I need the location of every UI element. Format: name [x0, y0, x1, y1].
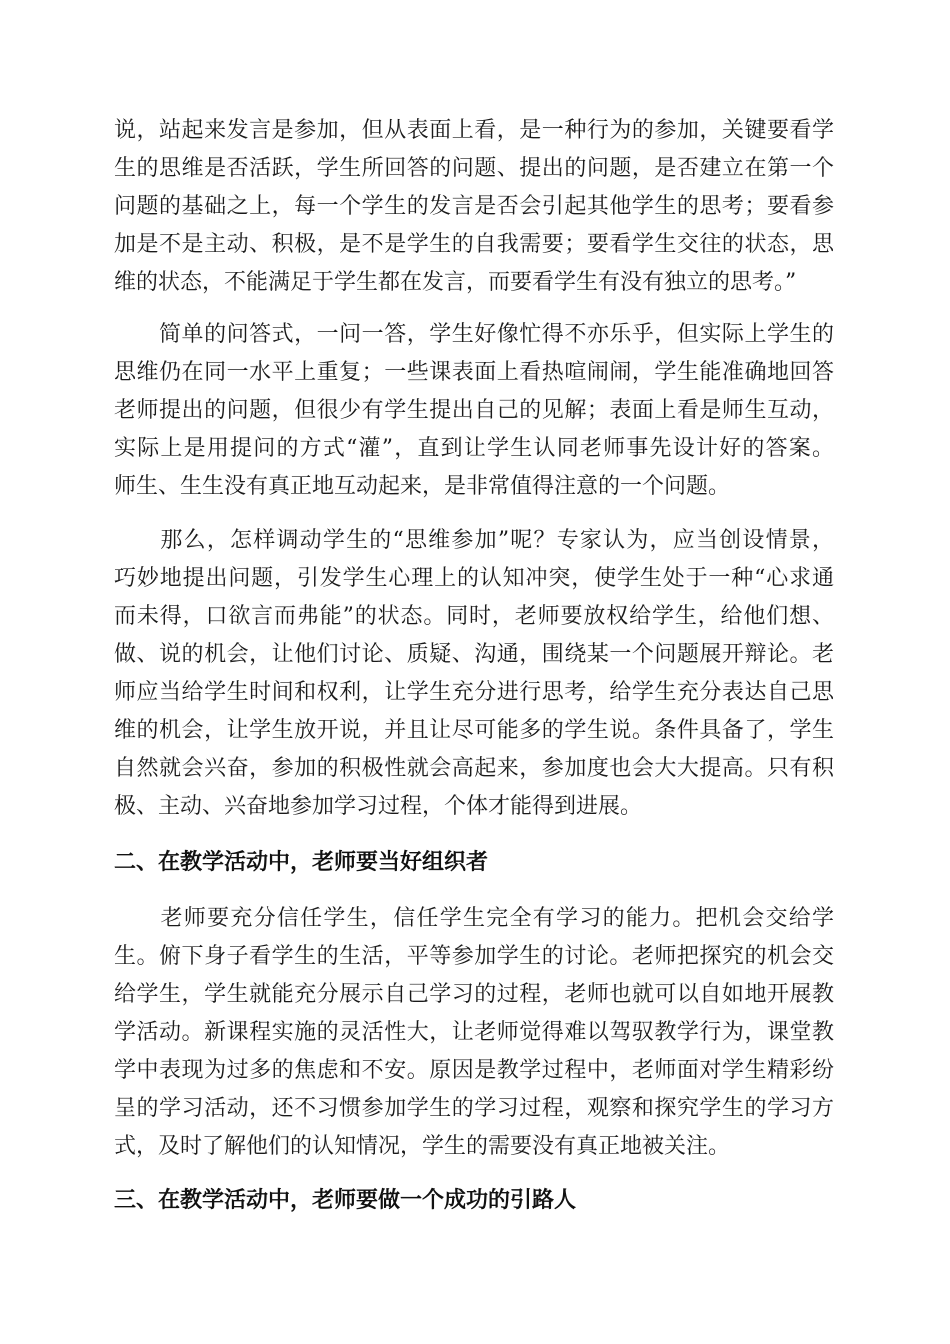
text-line: 学活动。新课程实施的灵活性大，让老师觉得难以驾驭教学行为，课堂教 — [114, 1020, 834, 1045]
text-line: 而未得，口欲言而弗能”的状态。同时，老师要放权给学生，给他们想、 — [114, 604, 834, 629]
text-line: 问题的基础之上，每一个学生的发言是否会引起其他学生的思考；要看参 — [114, 194, 834, 219]
section-heading-organizer: 二、在教学活动中，老师要当好组织者 — [114, 850, 489, 875]
paragraph-qa — [114, 316, 834, 506]
text-line: 师生、生生没有真正地互动起来，是非常值得注意的一个问题。 — [114, 474, 731, 499]
text-line: 加是不是主动、积极，是不是学生的自我需要；要看学生交往的状态，思 — [114, 232, 834, 257]
text-line: 生的思维是否活跃，学生所回答的问题、提出的问题，是否建立在第一个 — [114, 156, 834, 181]
text-line: 简单的问答式，一问一答，学生好像忙得不亦乐乎，但实际上学生的 — [114, 322, 834, 347]
text-line: 老师要充分信任学生，信任学生完全有学习的能力。把机会交给学 — [114, 906, 834, 931]
text-line: 老师提出的问题，但很少有学生提出自己的见解；表面上看是师生互动， — [114, 398, 834, 423]
paragraph-continued — [114, 112, 834, 302]
paragraph-thinking — [114, 522, 834, 826]
text-line: 极、主动、兴奋地参加学习过程，个体才能得到进展。 — [114, 794, 643, 819]
text-line: 巧妙地提出问题，引发学生心理上的认知冲突，使学生处于一种“心求通 — [114, 566, 834, 591]
text-line: 实际上是用提问的方式“灌”，直到让学生认同老师事先设计好的答案。 — [114, 436, 834, 461]
paragraph-organizer — [114, 900, 834, 1166]
text-line: 式，及时了解他们的认知情况，学生的需要没有真正地被关注。 — [114, 1134, 731, 1159]
text-line: 思维仍在同一水平上重复；一些课表面上看热喧闹闹，学生能准确地回答 — [114, 360, 834, 385]
text-line: 生。俯下身子看学生的生活，平等参加学生的讨论。老师把探究的机会交 — [114, 944, 834, 969]
text-line: 学中表现为过多的焦虑和不安。原因是教学过程中，老师面对学生精彩纷 — [114, 1058, 834, 1083]
text-line: 维的状态，不能满足于学生都在发言，而要看学生有没有独立的思考。” — [114, 270, 797, 295]
section-heading-guide: 三、在教学活动中，老师要做一个成功的引路人 — [114, 1188, 577, 1213]
text-line: 说，站起来发言是参加，但从表面上看，是一种行为的参加，关键要看学 — [114, 118, 834, 143]
text-line: 给学生，学生就能充分展示自己学习的过程，老师也就可以自如地开展教 — [114, 982, 834, 1007]
text-line: 呈的学习活动，还不习惯参加学生的学习过程，观察和探究学生的学习方 — [114, 1096, 834, 1121]
text-line: 做、说的机会，让他们讨论、质疑、沟通，围绕某一个问题展开辩论。老 — [114, 642, 834, 667]
text-line: 自然就会兴奋，参加的积极性就会高起来，参加度也会大大提高。只有积 — [114, 756, 834, 781]
text-line: 维的机会，让学生放开说，并且让尽可能多的学生说。条件具备了，学生 — [114, 718, 834, 743]
text-line: 那么，怎样调动学生的“思维参加”呢？专家认为，应当创设情景， — [114, 528, 834, 553]
text-line: 师应当给学生时间和权利，让学生充分进行思考，给学生充分表达自己思 — [114, 680, 834, 705]
